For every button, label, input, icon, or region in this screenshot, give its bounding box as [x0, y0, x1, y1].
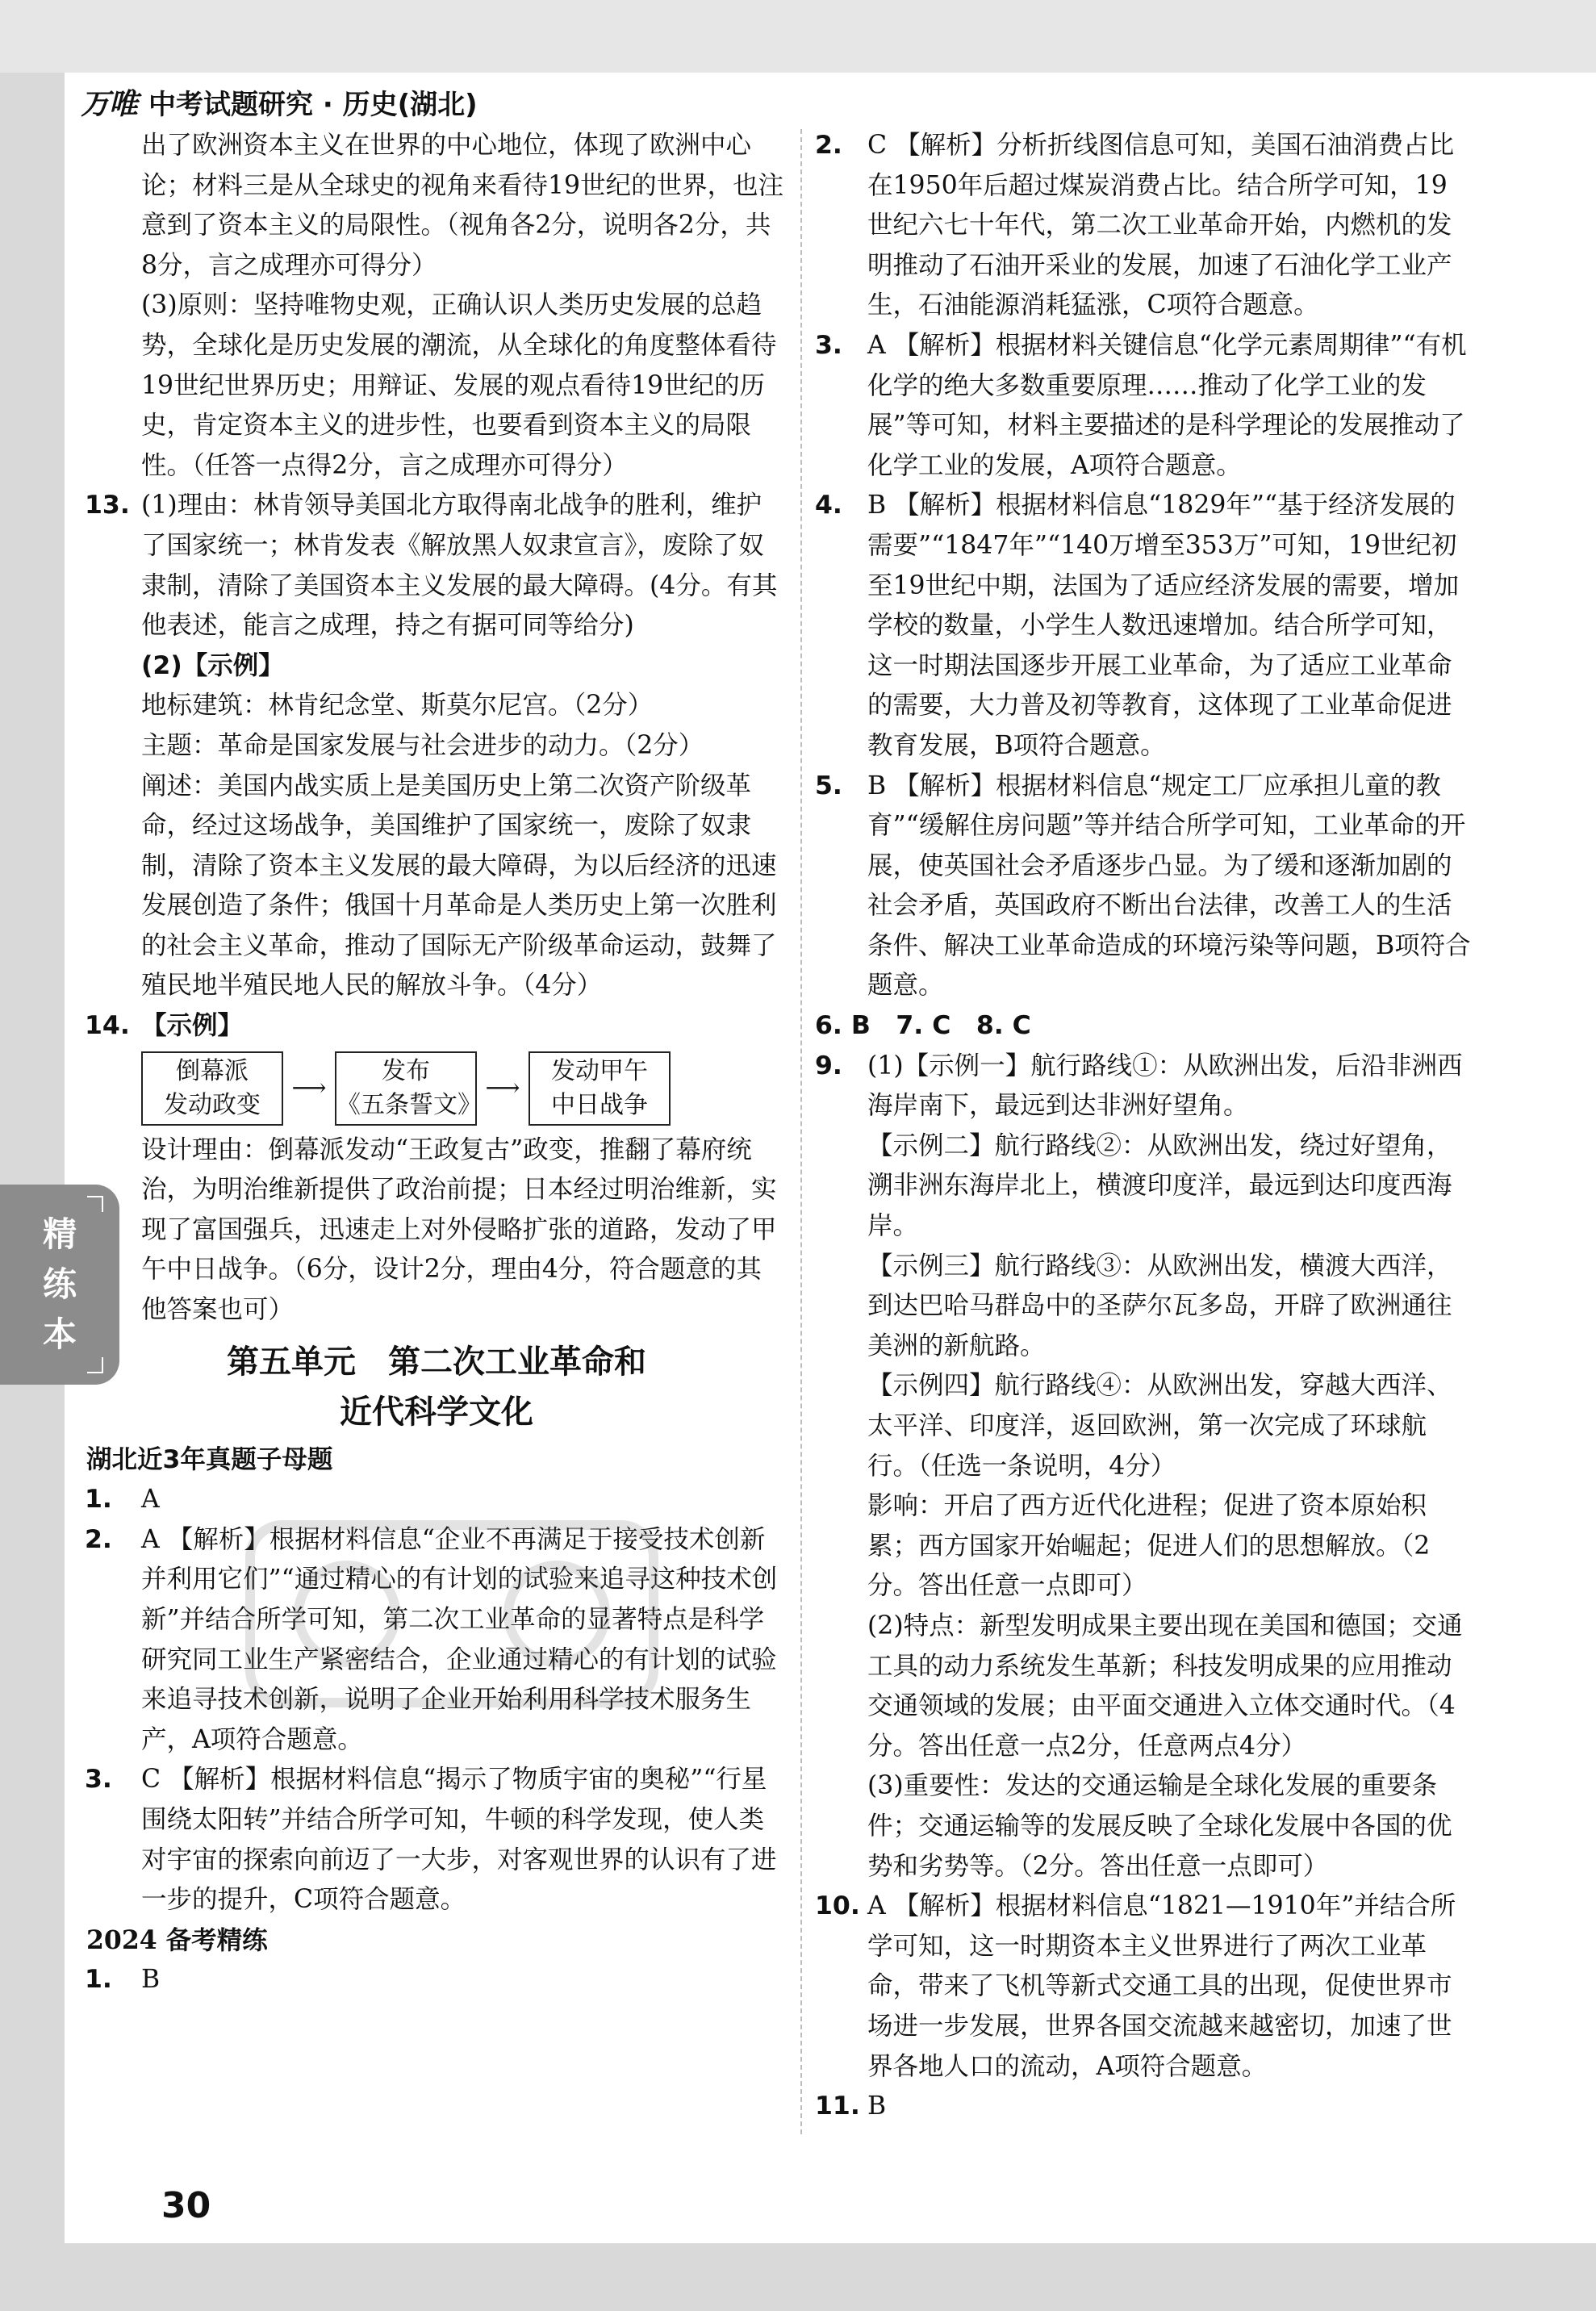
question-number: 14. — [85, 1011, 130, 1041]
question-number: 10. — [815, 1891, 860, 1921]
answer-text: 【示例四】航行路线④：从欧洲出发，穿越大西洋、太平洋、印度洋，返回欧洲，第一次完成了环球航行。（任选一条说明，4分） — [867, 1371, 1452, 1481]
answer-block — [86, 646, 787, 726]
answer-item — [815, 1047, 1473, 1126]
answer-text: B — [867, 2092, 887, 2121]
answer-text: C 【解析】分析折线图信息可知，美国石油消费占比在1950年后超过煤炭消费占比。结合所学可知，19世纪六七十年代，第二次工业革命开始，内燃机的发明推动了石油开采业的发展，加速了石油化学工业产生，石油能源消耗猛涨，C项符合题意。 — [867, 131, 1455, 320]
unit-title-line: 第五单元 第二次工业革命和 — [227, 1343, 646, 1381]
left-column — [85, 126, 787, 2000]
unit-title — [86, 1337, 787, 1437]
answer-item — [86, 1480, 787, 1520]
example-tag: (2)【示例】 — [141, 650, 284, 680]
flow-box — [141, 1051, 283, 1126]
question-number: 3. — [85, 1765, 112, 1795]
page-number: 30 — [161, 2185, 211, 2226]
answer-item — [815, 326, 1473, 486]
column-divider — [800, 129, 802, 2134]
answer-text: B — [141, 1965, 161, 1995]
answer-item — [86, 1960, 787, 2000]
answer-item — [815, 1006, 1473, 1047]
question-number: 5. — [815, 771, 842, 800]
answer-item — [815, 2087, 1473, 2127]
arrow-right-icon: ⟶ — [485, 1073, 520, 1102]
answer-text: B 【解析】根据材料信息“规定工厂应承担儿童的教育”“缓解住房问题”等并结合所学可知，工业革命的开展，使英国社会矛盾逐步凸显。为了缓和逐渐加剧的社会矛盾，英国政府不断出台法律，改善工人的生活条件、解决工业革命造成的环境污染等问题，B项符合题意。 — [867, 771, 1471, 1001]
flow-box-line: 中日战争 — [551, 1090, 648, 1119]
brand-logo: 万唯 — [81, 87, 138, 121]
side-tab-char: 本 — [42, 1314, 77, 1354]
answer-item — [815, 767, 1473, 1007]
flow-diagram — [141, 1051, 787, 1126]
answer-item — [86, 1760, 787, 1920]
answer-text: 地标建筑：林肯纪念堂、斯莫尔尼宫。（2分） — [141, 691, 654, 721]
question-14 — [86, 1006, 787, 1047]
flow-box-line: 《五条誓文》 — [336, 1090, 482, 1119]
question-number: 1. — [85, 1485, 112, 1515]
section-heading: 湖北近3年真题子母题 — [86, 1444, 333, 1474]
top-margin — [0, 0, 1596, 73]
answer-text: A 【解析】根据材料信息“企业不再满足于接受技术创新并利用它们”“通过精心的有计划的试验来追寻这种技术创新”并结合所学可知，第二次工业革命的显著特点是科学研究同工业生产紧密结合，企业通过精心的有计划的试验来追寻技术创新，说明了企业开始利用科学技术服务生产，A项符合题意。 — [141, 1524, 778, 1754]
answer-text: (3)原则：坚持唯物史观，正确认识人类历史发展的总趋势，全球化是历史发展的潮流，从全球化的角度整体看待19世纪世界历史；用辩证、发展的观点看待19世纪的历史，肯定资本主义的进步性，也要看到资本主义的局限性。（任答一点得2分，言之成理亦可得分） — [141, 290, 777, 480]
flow-box-line: 发动政变 — [164, 1090, 261, 1119]
answer-text: 设计理由：倒幕派发动“王政复古”政变，推翻了幕府统治，为明治维新提供了政治前提；日本经过明治维新，实现了富国强兵，迅速走上对外侵略扩张的道路，发动了甲午中日战争。（6分，设计2分，理由4分，符合题意的其他答案也可） — [141, 1135, 777, 1325]
flow-box — [335, 1051, 482, 1126]
question-number: 9. — [815, 1051, 842, 1080]
example-tag: 【示例】 — [141, 1011, 244, 1041]
answer-text: 影响：开启了西方近代化进程；促进了资本原始积累；西方国家开始崛起；促进人们的思想解放。（2分。答出任意一点即可） — [867, 1491, 1431, 1601]
flow-box-line: 发动甲午 — [551, 1056, 648, 1085]
answer-text: B 【解析】根据材料信息“1829年”“基于经济发展的需要”“1847年”“140万增至353万”可知，19世纪初至19世纪中期，法国为了适应经济发展的需要，增加学校的数量，小学生人数迅速增加。结合所学可知，这一时期法国逐步开展工业革命，为了适应工业革命的需要，大力普及初等教育，这体现了工业革命促进教育发展，B项符合题意。 — [867, 491, 1460, 760]
answer-text: (1)【示例一】航行路线①：从欧洲出发，后沿非洲西海岸南下，最远到达非洲好望角。 — [867, 1051, 1463, 1121]
answer-item — [815, 486, 1473, 766]
flow-box-line: 发布 — [382, 1056, 430, 1085]
flow-box-line: 倒幕派 — [176, 1056, 249, 1085]
answer-text: 6. B 7. C 8. C — [815, 1011, 1031, 1041]
answer-text: C 【解析】根据材料信息“揭示了物质宇宙的奥秘”“行星围绕太阳转”并结合所学可知，牛顿的科学发现，使人类对宇宙的探索向前迈了一大步，对客观世界的认识有了进一步的提升，C项符合题意。 — [141, 1765, 777, 1915]
question-number: 13. — [85, 491, 130, 520]
answer-text: 出了欧洲资本主义在世界的中心地位，体现了欧洲中心论；材料三是从全球史的视角来看待19世纪的世界，也注意到了资本主义的局限性。（视角各2分，说明各2分，共8分，言之成理亦可得分） — [141, 131, 784, 280]
question-13 — [86, 486, 787, 646]
arrow-right-icon: ⟶ — [291, 1073, 327, 1102]
answer-text: 【示例三】航行路线③：从欧洲出发，横渡大西洋，到达巴哈马群岛中的圣萨尔瓦多岛，开辟了欧洲通往美洲的新航路。 — [867, 1251, 1452, 1360]
answer-text: 【示例二】航行路线②：从欧洲出发，绕过好望角，溯非洲东海岸北上，横渡印度洋，最远到达印度西海岸。 — [867, 1130, 1452, 1241]
section-heading: 2024 备考精练 — [86, 1924, 268, 1955]
question-number: 11. — [815, 2092, 860, 2121]
question-number: 2. — [815, 131, 842, 160]
answer-item — [815, 1887, 1473, 2087]
answer-item — [86, 1520, 787, 1761]
unit-title-line: 近代科学文化 — [340, 1393, 533, 1431]
answer-text: (2)特点：新型发明成果主要出现在美国和德国；交通工具的动力系统发生革新；科技发明成果的应用推动交通领域的发展；由平面交通进入立体交通时代。（4分。答出任意一点2分，任意两点4分） — [867, 1611, 1463, 1761]
answer-text: A 【解析】根据材料关键信息“化学元素周期律”“有机化学的绝大多数重要原理……推动了化学工业的发展”等可知，材料主要描述的是科学理论的发展推动了化学工业的发展，A项符合题意。 — [867, 330, 1467, 480]
question-number: 3. — [815, 330, 842, 360]
question-number: 4. — [815, 491, 842, 520]
answer-text: A — [141, 1485, 160, 1515]
book-title: 中考试题研究 · 历史(湖北) — [148, 88, 478, 121]
answer-item — [815, 126, 1473, 326]
side-tab-char: 练 — [42, 1264, 77, 1304]
answer-text: (1)理由：林肯领导美国北方取得南北战争的胜利，维护了国家统一；林肯发表《解放黑人奴隶宣言》，废除了奴隶制，清除了美国资本主义发展的最大障碍。(4分。有其他表述，能言之成理，持之有据可同等给分) — [141, 491, 778, 641]
answer-text: (3)重要性：发达的交通运输是全球化发展的重要条件；交通运输等的发展反映了全球化发展中各国的优势和劣势等。（2分。答出任意一点即可） — [867, 1771, 1452, 1881]
question-number: 2. — [85, 1524, 112, 1554]
flow-diagram-wrap — [86, 1051, 787, 1126]
side-tab-char: 精 — [42, 1214, 77, 1254]
answer-text: A 【解析】根据材料信息“1821—1910年”并结合所学可知，这一时期资本主义世界进行了两次工业革命，带来了飞机等新式交通工具的出现，促使世界市场进一步发展，世界各国交流越来越密切，加速了世界各地人口的流动，A项符合题意。 — [867, 1891, 1456, 2081]
answer-text: 阐述：美国内战实质上是美国历史上第二次资产阶级革命，经过这场战争，美国维护了国家统一，废除了奴隶制，清除了资本主义发展的最大障碍，为以后经济的迅速发展创造了条件；俄国十月革命是人类历史上第一次胜利的社会主义革命，推动了国际无产阶级革命运动，鼓舞了殖民地半殖民地人民的解放斗争。（4分） — [141, 771, 777, 1001]
question-number: 1. — [85, 1965, 112, 1995]
flow-box — [529, 1051, 671, 1126]
answer-text: 主题：革命是国家发展与社会进步的动力。（2分） — [141, 730, 704, 760]
page-header — [81, 77, 478, 126]
right-column — [815, 126, 1473, 2127]
